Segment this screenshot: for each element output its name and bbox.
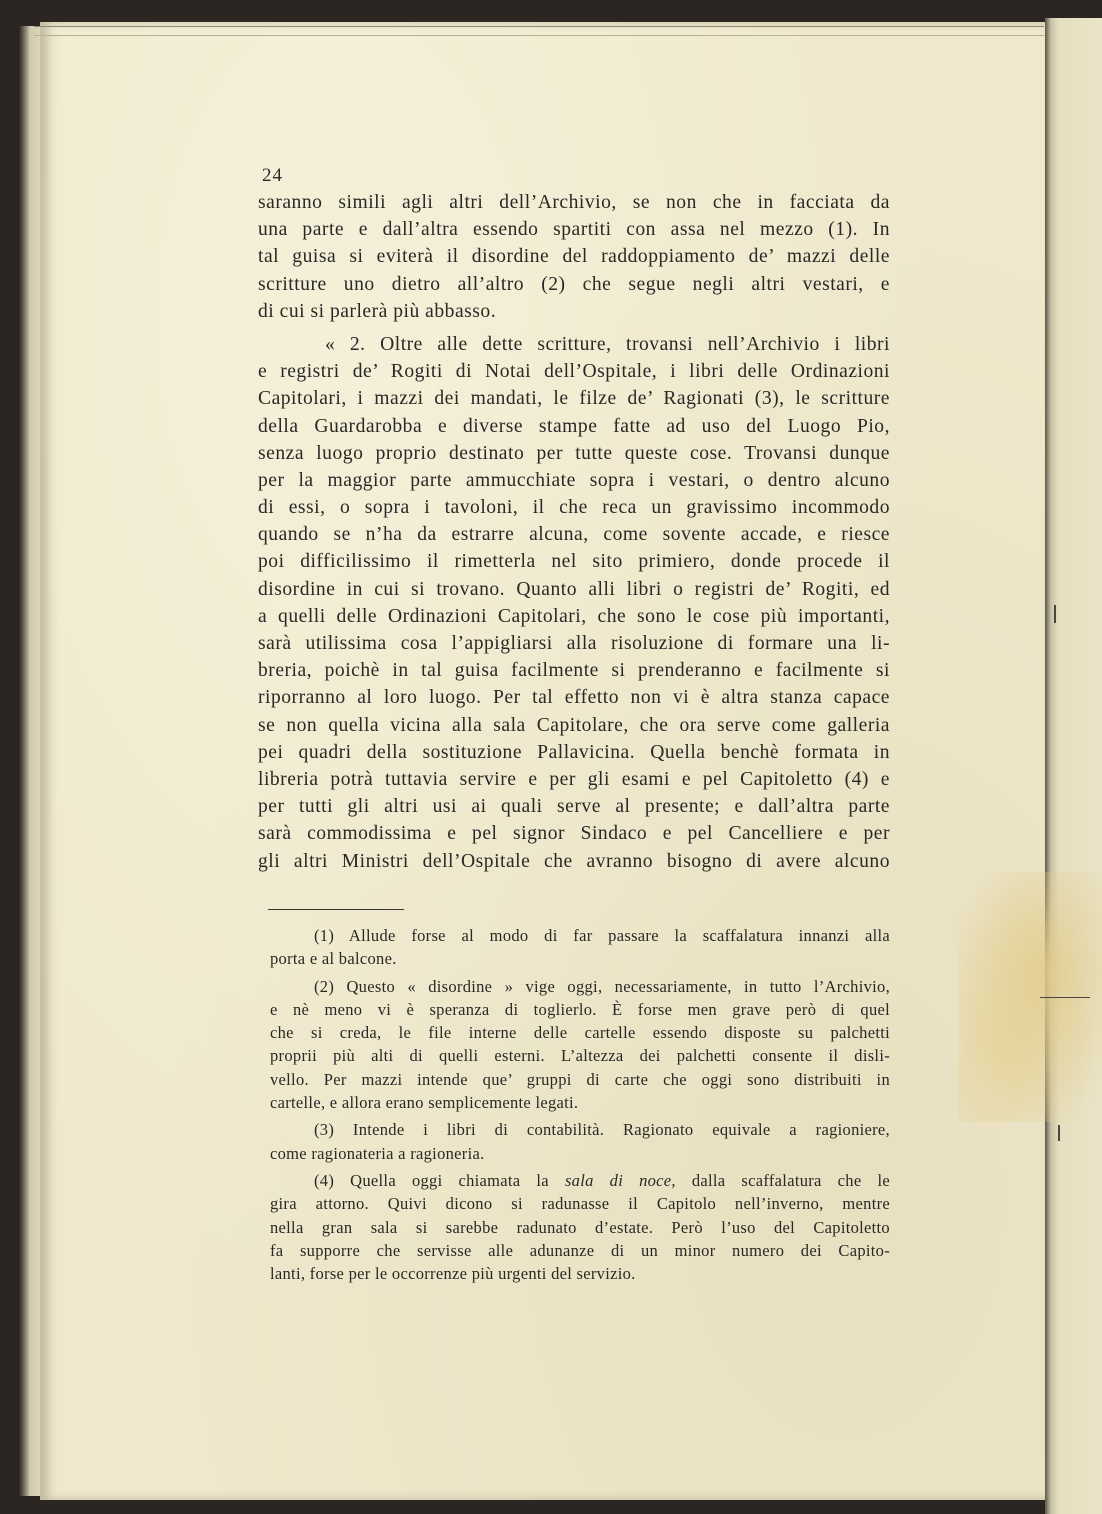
text-line: sarà utilissima cosa l’appigliarsi alla risoluzione di formare una li- [258,633,890,654]
text-line: a quelli delle Ordinazioni Capitolari, che sono le cose più importanti, [258,605,890,627]
main-text-block [258,189,890,875]
footnote-4-line: lanti, forse per le occorrenze più urgenti del servizio. [270,1264,636,1284]
footnote-4-line: (4) Quella oggi chiamata la sala di noce, dalla scaffalatura che le [314,1170,890,1190]
text-line: tal guisa si eviterà il disordine del raddoppiamento de’ mazzi delle [258,246,890,268]
text-line: se non quella vicina alla sala Capitolare, che ora serve come galleria [258,714,890,736]
footnote-2-line: che si creda, le file interne delle cartelle essendo disposte su palchetti [270,1023,890,1043]
text-line: per la maggior parte ammucchiate sopra i vestari, o dentro alcuno [258,469,890,491]
scan-mark [1058,1125,1060,1141]
text-line: « 2. Oltre alle dette scritture, trovansi nell’Archivio i libri [325,333,890,355]
footnote-4-line: nella gran sala si sarebbe radunato d’estate. Però l’uso del Capitoletto [270,1217,890,1237]
footnote-4-line: fa supporre che servisse alle adunanze di un minor numero dei Capito- [270,1240,890,1260]
footnote-2-line: e nè meno vi è speranza di toglierlo. È forse men grave però di quel [270,999,890,1019]
footnote-4-line: gira attorno. Quivi dicono si radunasse il Capitolo nell’inverno, mentre [270,1194,890,1214]
text-line: senza luogo proprio destinato per tutte queste cose. Trovansi dunque [258,442,890,464]
footnote-3-line: (3) Intende i libri di contabilità. Ragionato equivale a ragioniere, [314,1120,890,1140]
scan-mark [1054,605,1056,623]
text-line: gli altri Ministri dell’Ospitale che avranno bisogno di avere alcuno [258,850,890,872]
text-line: una parte e dall’altra essendo spartiti con assa nel mezzo (1). In [258,219,890,241]
text-line: di cui si parlerà più abbasso. [258,300,497,322]
text-line: per tutti gli altri usi ai quali serve al presente; e dall’altra parte [258,796,890,818]
text-line: della Guardarobba e diverse stampe fatte ad uso del Luogo Pio, [258,415,890,437]
text-line: pei quadri della sostituzione Pallavicina. Quella benchè formata in [258,741,890,763]
footnote-2-line: proprii più alti di quelli esterni. L’altezza dei palchetti consente il disli- [270,1046,890,1066]
footnote-2-line: vello. Per mazzi intende que’ gruppi di carte che oggi sono distribuiti in [270,1069,890,1089]
text-line: e registri de’ Rogiti di Notai dell’Ospitale, i libri delle Ordinazioni [258,361,890,383]
footnote-3-line: come ragionateria a ragioneria. [270,1143,485,1163]
adjacent-page-edge [1045,18,1102,1514]
text-line: poi difficilissimo il rimetterla nel sito primiero, donde procede il [258,551,890,573]
page-number: 24 [262,165,283,186]
footnote-divider [268,909,404,910]
footnote-marker: (3) [314,1120,335,1140]
text-line: di essi, o sopra i tavoloni, il che reca un gravissimo incommodo [258,497,890,519]
text-line: saranno simili agli altri dell’Archivio, se non che in facciata da [258,192,890,213]
footnote-marker: (2) [314,976,335,996]
text-line: scritture uno dietro all’altro (2) che segue negli altri vestari, e [258,273,890,295]
text-line: disordine in cui si trovano. Quanto alli libri o registri de’ Rogiti, ed [258,578,890,600]
italic-phrase: sala di noce, [564,1170,676,1190]
page-top-edge [34,26,1044,36]
footnote-marker: (1) [314,926,335,945]
text-line: riporranno al loro luogo. Per tal effetto non vi è altra stanza capace [258,687,890,709]
footnote-2-line: cartelle, e allora erano semplicemente legati. [270,1093,579,1113]
text-line: quando se n’ha da estrarre alcuna, come sovente accade, e riesce [258,524,890,546]
text-line: libreria potrà tuttavia servire e per gli esami e pel Capitoletto (4) e [258,768,890,790]
scan-mark [1040,997,1090,998]
footnotes-block [270,924,890,1285]
footnote-marker: (4) [314,1170,335,1190]
footnote-1-line: porta e al balcone. [270,949,397,969]
footnote-2-line: (2) Questo « disordine » vige oggi, necessariamente, in tutto l’Archivio, [314,976,890,996]
footnote-1-line: (1) Allude forse al modo di far passare la scaffalatura innanzi alla [314,926,891,945]
text-line: sarà commodissima e pel signor Sindaco e pel Cancelliere e per [258,823,890,845]
text-line: breria, poichè in tal guisa facilmente si prenderanno e facilmente si [258,660,890,682]
text-line: Capitolari, i mazzi dei mandati, le filze de’ Ragionati (3), le scritture [258,388,890,410]
